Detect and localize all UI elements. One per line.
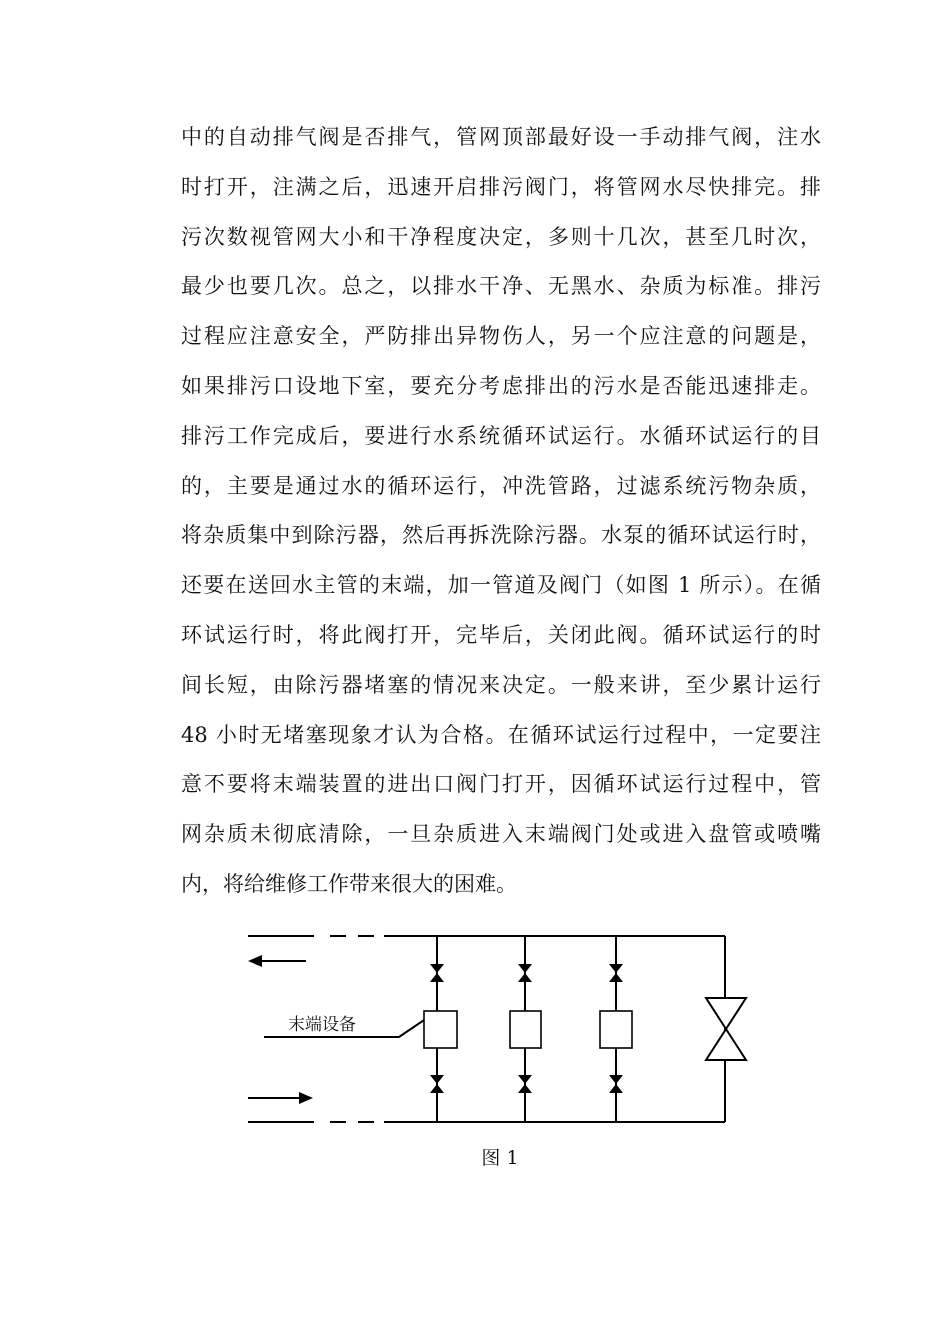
valve-icon [609,1084,623,1093]
paragraph-line: 的，主要是通过水的循环运行，冲洗管路，过滤系统污物杂质， [181,473,821,498]
valve-icon [430,973,444,982]
paragraph-line: 还要在送回水主管的末端，加一管道及阀门（如图 1 所示）。在循 [181,573,821,598]
valve-icon [518,1084,532,1093]
paragraph-line: 网杂质未彻底清除，一旦杂质进入末端阀门处或进入盘管或喷嘴 [181,822,821,847]
paragraph-line: 意不要将末端装置的进出口阀门打开，因循环试运行过程中，管 [181,772,821,797]
valve-icon [609,973,623,982]
terminal-equipment-label: 末端设备 [288,1015,356,1035]
terminal-unit-box [424,1011,457,1048]
body-text [181,113,821,910]
valve-icon [518,964,532,973]
arrow-right-icon [299,1092,313,1104]
paragraph-line: 中的自动排气阀是否排气，管网顶部最好设一手动排气阀，注水 [181,125,821,149]
valve-icon [609,1075,623,1084]
paragraph-line: 内，将给维修工作带来很大的困难。 [181,871,517,896]
valve-icon [609,964,623,973]
paragraph-line: 如果排污口设地下室，要充分考虑排出的污水是否能迅速排走。 [181,373,821,398]
terminal-unit-box [600,1011,632,1048]
bypass-valve-icon [706,998,746,1060]
valve-icon [430,1084,444,1093]
paragraph-line: 将杂质集中到除污器，然后再拆洗除污器。水泵的循环试运行时， [181,523,821,548]
paragraph-line: 过程应注意安全，严防排出异物伤人，另一个应注意的问题是， [181,324,821,349]
valve-icon [430,964,444,973]
valve-icon [430,1075,444,1084]
paragraph-line: 污次数视管网大小和干净程度决定，多则十几次，甚至几时次， [181,224,821,249]
paragraph-line: 间长短，由除污器堵塞的情况来决定。一般来讲，至少累计运行 [181,672,821,697]
valve-icon [518,1075,532,1084]
paragraph-line: 排污工作完成后，要进行水系统循环试运行。水循环试运行的目 [181,423,821,448]
paragraph-line: 48 小时无堵塞现象才认为合格。在循环试运行过程中，一定要注 [181,722,821,747]
paragraph-line: 时打开，注满之后，迅速开启排污阀门，将管网水尽快排完。排 [181,174,821,199]
figure-caption: 图 1 [481,1147,519,1169]
paragraph-line: 最少也要几次。总之，以排水干净、无黑水、杂质为标准。排污 [181,274,821,299]
arrow-left-icon [248,955,262,967]
paragraph-line: 环试运行时，将此阀打开，完毕后，关闭此阀。循环试运行的时 [181,622,821,647]
terminal-unit-box [510,1011,541,1048]
valve-icon [518,973,532,982]
